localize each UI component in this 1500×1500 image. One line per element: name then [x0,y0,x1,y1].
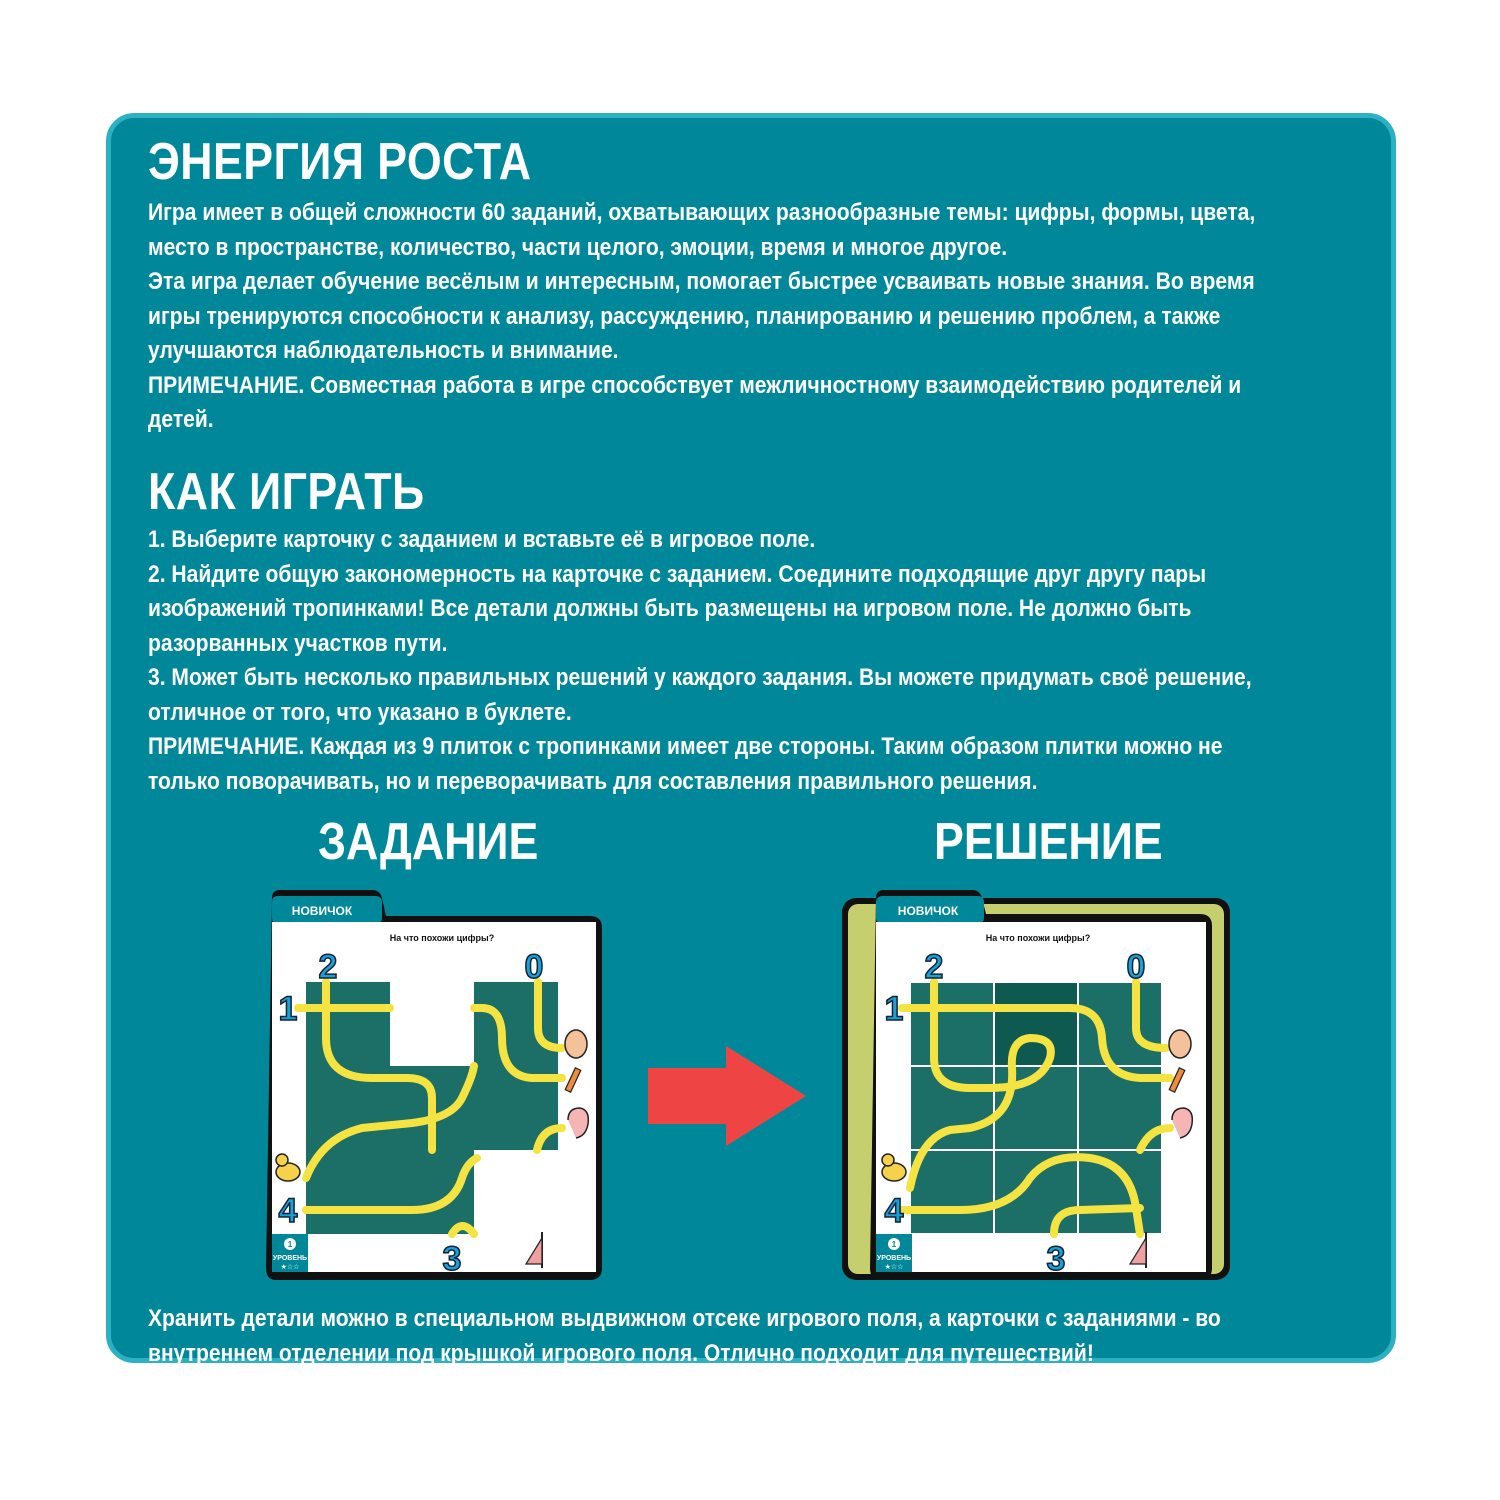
task-heading: ЗАДАНИЕ [318,813,539,871]
text-line: 3. Может быть несколько правильных решений у каждого задания. Вы можете придумать своё решение, [148,664,1252,691]
how-to-play-text [148,523,1369,799]
text-line: игры тренируются способности к анализу, рассуждению, планированию и решению проблем, а также [148,302,1221,330]
text-line: ПРИМЕЧАНИЕ. Совместная работа в игре способствует межличностному взаимодействию родителей и [148,371,1242,399]
digit-1: 1 [884,990,904,1028]
text-line: внутреннем отделении под крышкой игрового поля. Отлично подходит для путешествий! [148,1339,1094,1367]
level-stars: ★☆☆ [280,1263,300,1271]
text-line: детей. [148,406,214,433]
card-question: На что похожи цифры? [985,933,1091,943]
text-line: 2. Найдите общую закономерность на карточке с заданием. Соедините подходящие друг другу пары [148,560,1207,588]
level-tab: НОВИЧОК [291,904,353,918]
section-title-how-to-play: КАК ИГРАТЬ [148,463,425,521]
digit-2: 2 [924,948,944,986]
solution-card [840,888,1234,1284]
digit-1: 1 [278,990,298,1028]
arrow-right-icon [648,1046,808,1151]
digit-0: 0 [524,948,544,986]
section-title-growth-energy: ЭНЕРГИЯ РОСТА [148,133,532,191]
digit-3: 3 [1046,1240,1066,1278]
card-question: На что похожи цифры? [389,933,495,943]
digit-4: 4 [884,1192,904,1230]
level-tab: НОВИЧОК [897,904,959,918]
egg-icon [1169,1030,1191,1058]
text-line: отличное от того, что указано в буклете. [148,698,572,726]
egg-icon [565,1030,587,1058]
text-line: изображений тропинками! Все детали должны быть размещены на игровом поле. Не должно быть [148,595,1192,622]
text-line: место в пространстве, количество, части целого, эмоции, время и многое другое. [148,233,1008,261]
level-number: 1 [891,1240,897,1249]
level-label: УРОВЕНЬ [876,1255,912,1262]
storage-note-text [148,1302,1369,1371]
text-line: ПРИМЕЧАНИЕ. Каждая из 9 плиток с тропинками имеет две стороны. Таким образом плитки можно не [148,733,1223,760]
text-line: разорванных участков пути. [148,629,448,657]
digit-4: 4 [278,1192,298,1230]
text-line: Эта игра делает обучение весёлым и интересным, помогает быстрее усваивать новые знания. Во время [148,268,1255,295]
digit-2: 2 [318,948,338,986]
solution-heading: РЕШЕНИЕ [934,813,1163,871]
growth-energy-text [148,196,1369,438]
digit-3: 3 [442,1240,462,1278]
level-stars: ★☆☆ [884,1263,904,1271]
task-card [262,888,606,1284]
text-line: 1. Выберите карточку с заданием и вставьте её в игровое поле. [148,526,816,553]
text-line: только поворачивать, но и переворачивать для составления правильного решения. [148,767,1038,795]
level-number: 1 [287,1240,293,1249]
level-label: УРОВЕНЬ [272,1255,308,1262]
digit-0: 0 [1126,948,1146,986]
text-line: Игра имеет в общей сложности 60 заданий, охватывающих разнообразные темы: цифры, формы, цвета, [148,199,1256,226]
text-line: Хранить детали можно в специальном выдвижном отсеке игрового поля, а карточки с заданиями - во [148,1305,1221,1332]
text-line: улучшаются наблюдательность и внимание. [148,337,619,364]
